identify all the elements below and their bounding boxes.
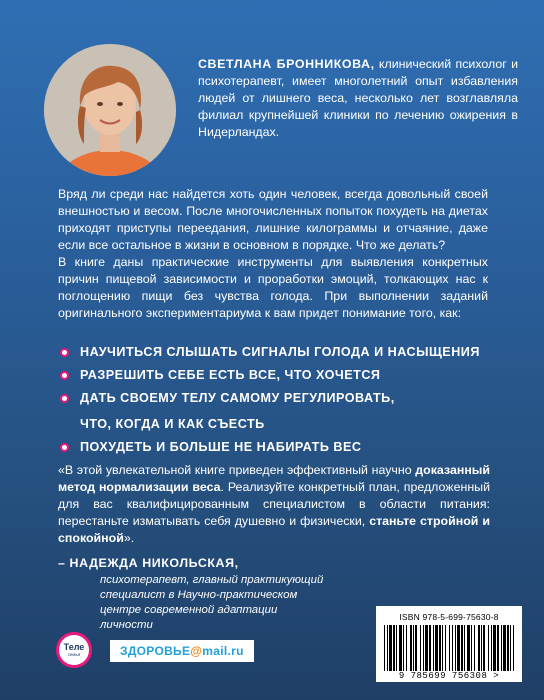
author-bio [198, 56, 518, 141]
bullet-dot-icon [60, 443, 69, 452]
barcode-panel [376, 606, 522, 682]
author-portrait [44, 44, 176, 176]
benefits-list [58, 344, 498, 462]
list-item-text: ПОХУДЕТЬ И БОЛЬШЕ НЕ НАБИРАТЬ ВЕС [80, 440, 362, 454]
list-item [58, 390, 498, 433]
barcode-icon [382, 625, 516, 671]
description-paragraph: В книге даны практические инструменты для выявления конкретных причин пищевой зависимости и проработки эмоций, толкающих нас к поглощению пищи без чувства голода. При выполнении заданий оригинального экспериментариума к вам придет понимание того, как: [58, 255, 488, 320]
barcode-number: 9 785699 756308 > [398, 671, 500, 681]
quote-author-role: психотерапевт, главный практикующий специалист в Научно-практическом центре современной адаптации личности [100, 574, 324, 631]
review-quote [58, 462, 490, 547]
quote-text: . Реализуйте конкретный план, предложенный для вас квалифицированным специалистом в области питания: перестаньте изматывать себя душевно и физически, [58, 480, 490, 528]
quote-text: ». [123, 531, 135, 545]
intro-paragraph: Вряд ли среди нас найдется хоть один человек, всегда довольный своей внешностью и весом. После многочисленных попыток похудеть на диетах приходят приступы переедания, лишние килограммы и отчаяние, даже если все остальное в жизни в основном в порядке. Что же делать? [58, 187, 488, 252]
isbn-text: ISBN 978-5-699-75630-8 [399, 612, 499, 622]
author-name: СВЕТЛАНА БРОННИКОВА, [198, 57, 375, 71]
quote-author: – НАДЕЖДА НИКОЛЬСКАЯ, [58, 556, 239, 570]
list-item [58, 367, 498, 384]
zdorove-logo-left: ЗДОРОВЬЕ [120, 644, 191, 658]
tele-logo-text: Теле [63, 641, 85, 652]
zdorove-logo-at: @ [190, 644, 203, 658]
bullet-dot-icon [60, 394, 69, 403]
portrait-illustration [44, 44, 176, 176]
zdorove-mail-logo [110, 640, 254, 662]
list-item-text: ДАТЬ СВОЕМУ ТЕЛУ САМОМУ РЕГУЛИРОВАТЬ, [80, 391, 395, 405]
list-item-text: РАЗРЕШИТЬ СЕБЕ ЕСТЬ ВСЕ, ЧТО ХОЧЕТСЯ [80, 368, 381, 382]
quote-highlight: станьте стройной и спокойной [58, 514, 490, 545]
bullet-dot-icon [60, 348, 69, 357]
author-description: клинический психолог и психотерапевт, имеет многолетний опыт избавления людей от лишнего веса, несколько лет возглавляла филиал крупнейшей клиники по лечению ожирения в Нидерландах. [198, 57, 518, 139]
bullet-dot-icon [60, 371, 69, 380]
list-item-text: НАУЧИТЬСЯ СЛЫШАТЬ СИГНАЛЫ ГОЛОДА И НАСЫЩЕНИЯ [80, 345, 480, 359]
zdorove-logo-right: mail.ru [202, 644, 244, 658]
list-item [58, 439, 498, 456]
tele-semya-logo [56, 632, 92, 668]
quote-highlight: доказанный метод нормализации веса [58, 463, 490, 494]
list-item-continuation: ЧТО, КОГДА И КАК СЪЕСТЬ [80, 417, 265, 431]
list-item [58, 344, 498, 361]
tele-logo-subtext: семья [67, 651, 81, 657]
quote-text: «В этой увлекательной книге приведен эффективный научно [58, 463, 416, 477]
